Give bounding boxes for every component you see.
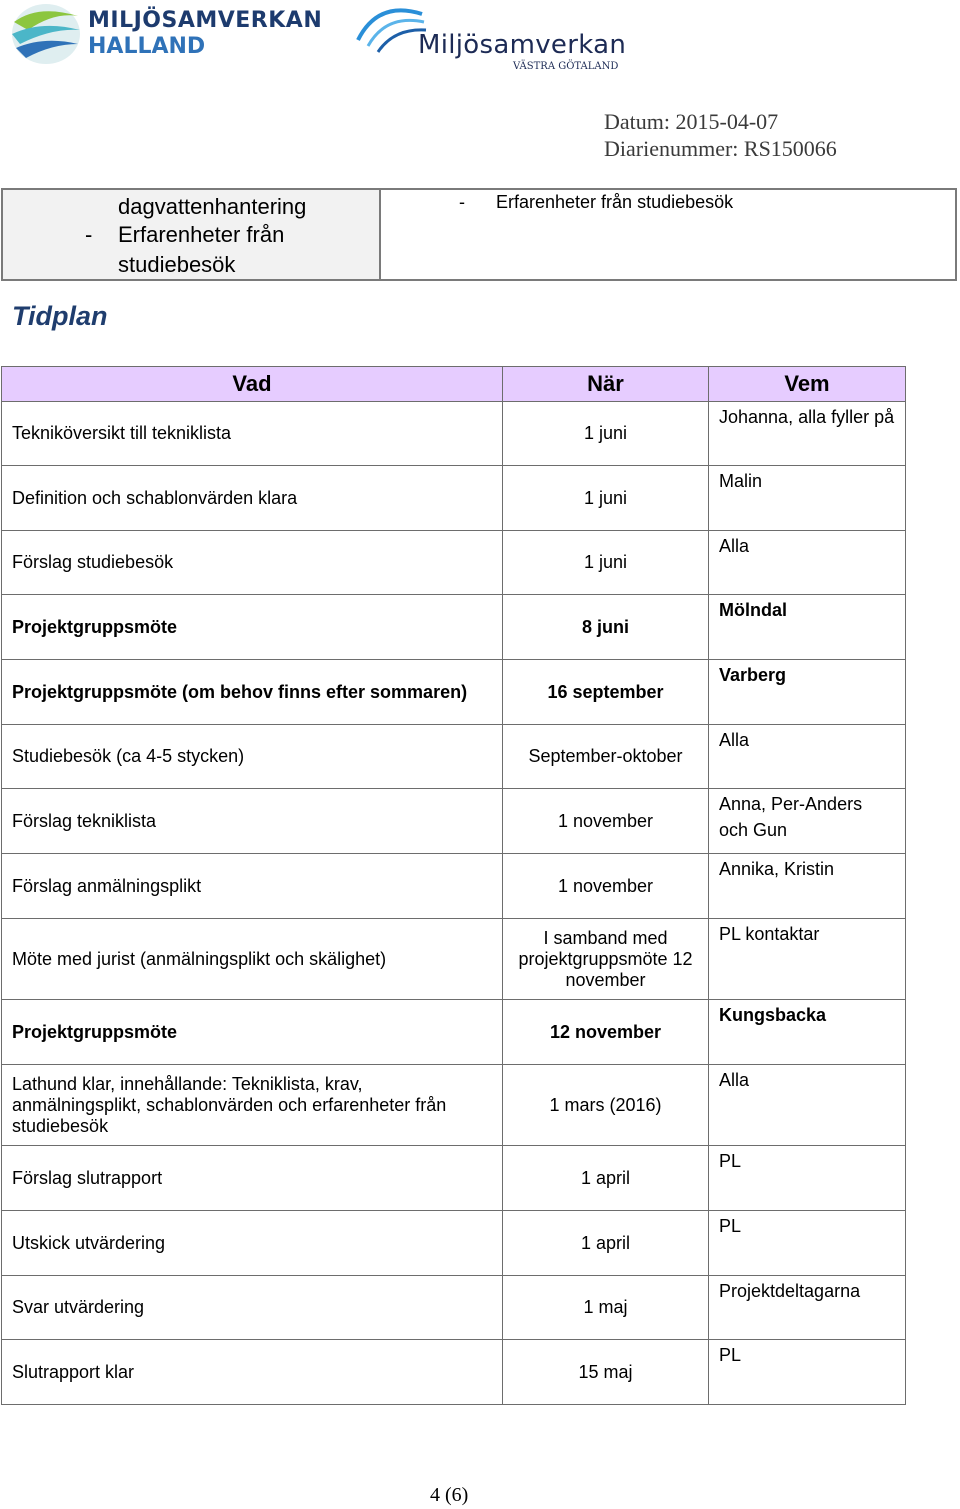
section-heading: Tidplan [12, 301, 108, 331]
cell-vem: Alla [709, 1065, 906, 1146]
table-row [2, 531, 906, 595]
table-row [2, 660, 906, 725]
cell-nar: 1 juni [503, 402, 709, 466]
cell-vem: Mölndal [709, 595, 906, 660]
cell-vem: PL [709, 1340, 906, 1405]
page-number: 4 (6) [430, 1484, 469, 1506]
cell-vem: Alla [709, 531, 906, 595]
column-header-vad: Vad [2, 367, 503, 402]
cell-vad: Projektgruppsmöte [2, 595, 503, 660]
cell-vad: Förslag tekniklista [2, 789, 503, 854]
continued-cell-right [380, 189, 956, 280]
table-row [2, 1211, 906, 1276]
cell-vad: Projektgruppsmöte [2, 1000, 503, 1065]
cell-vem: Projektdeltagarna [709, 1276, 906, 1340]
column-header-vem: Vem [709, 367, 906, 402]
cell-vem: Johanna, alla fyller på [709, 402, 906, 466]
cell-vad: Möte med jurist (anmälningsplikt och skälighet) [2, 919, 503, 1000]
cell-vad: Lathund klar, innehållande: Tekniklista, krav, anmälningsplikt, schablonvärden och erfarenheter från studiebesök [2, 1065, 503, 1146]
logo-area [8, 0, 648, 80]
table-row [2, 919, 906, 1000]
cell-nar: September-oktober [503, 725, 709, 789]
table-row [2, 854, 906, 919]
cell-vem: Malin [709, 466, 906, 531]
cell-vad: Studiebesök (ca 4-5 stycken) [2, 725, 503, 789]
cell-vad: Förslag slutrapport [2, 1146, 503, 1211]
cell-vem: PL kontaktar [709, 919, 906, 1000]
table-row [2, 1146, 906, 1211]
table-row [2, 466, 906, 531]
logo-right-text [418, 30, 627, 72]
cell-nar: 8 juni [503, 595, 709, 660]
table-row [2, 1340, 906, 1405]
table-row [2, 1065, 906, 1146]
cell-vem: Anna, Per-Anders och Gun [709, 789, 906, 854]
list-item: dagvattenhantering [118, 194, 307, 219]
cell-vad: Definition och schablonvärden klara [2, 466, 503, 531]
logo-right-sub: VÄSTRA GÖTALAND [513, 61, 619, 72]
cell-nar: 1 juni [503, 531, 709, 595]
document-date: Datum: 2015-04-07 [604, 109, 779, 134]
cell-vem: Kungsbacka [709, 1000, 906, 1065]
logo-left-text [88, 8, 322, 60]
document-diary-number: Diarienummer: RS150066 [604, 136, 837, 161]
document-info [604, 108, 837, 162]
continued-cell-left [2, 189, 380, 280]
table-row [2, 595, 906, 660]
table-row [2, 1276, 906, 1340]
cell-nar: 1 april [503, 1146, 709, 1211]
miljosamverkan-vg-logo-icon [348, 0, 428, 60]
table-row [2, 1000, 906, 1065]
cell-nar: 16 september [503, 660, 709, 725]
column-header-nar: När [503, 367, 709, 402]
cell-vem: Annika, Kristin [709, 854, 906, 919]
cell-nar: 12 november [503, 1000, 709, 1065]
cell-vad: Slutrapport klar [2, 1340, 503, 1405]
schedule-table [1, 366, 906, 1405]
miljosamverkan-halland-logo-icon [8, 0, 84, 70]
cell-nar: 15 maj [503, 1340, 709, 1405]
cell-nar: 1 mars (2016) [503, 1065, 709, 1146]
cell-vem: PL [709, 1211, 906, 1276]
list-item: Erfarenheter från [118, 222, 285, 247]
table-row [2, 789, 906, 854]
dash: - [85, 222, 93, 247]
table-row [2, 402, 906, 466]
list-item: studiebesök [118, 252, 236, 277]
cell-nar: 1 april [503, 1211, 709, 1276]
cell-vad: Förslag anmälningsplikt [2, 854, 503, 919]
continued-table [1, 188, 957, 281]
cell-vad: Projektgruppsmöte (om behov finns efter sommaren) [2, 660, 503, 725]
cell-vad: Svar utvärdering [2, 1276, 503, 1340]
table-row [2, 725, 906, 789]
cell-vad: Utskick utvärdering [2, 1211, 503, 1276]
cell-nar: 1 maj [503, 1276, 709, 1340]
cell-vad: Förslag studiebesök [2, 531, 503, 595]
table-header-row [2, 367, 906, 402]
logo-left-line2: HALLAND [88, 34, 206, 59]
dash: - [459, 192, 465, 212]
logo-left-line1: MILJÖSAMVERKAN [88, 8, 323, 33]
cell-nar: 1 november [503, 789, 709, 854]
cell-vem: Varberg [709, 660, 906, 725]
cell-vem: PL [709, 1146, 906, 1211]
cell-nar: 1 november [503, 854, 709, 919]
logo-right-name: Miljösamverkan [418, 30, 627, 60]
cell-vad: Tekniköversikt till tekniklista [2, 402, 503, 466]
cell-vem: Alla [709, 725, 906, 789]
cell-nar: 1 juni [503, 466, 709, 531]
list-item: Erfarenheter från studiebesök [496, 192, 734, 212]
cell-nar: I samband med projektgruppsmöte 12 november [503, 919, 709, 1000]
schedule-body [2, 402, 906, 1405]
